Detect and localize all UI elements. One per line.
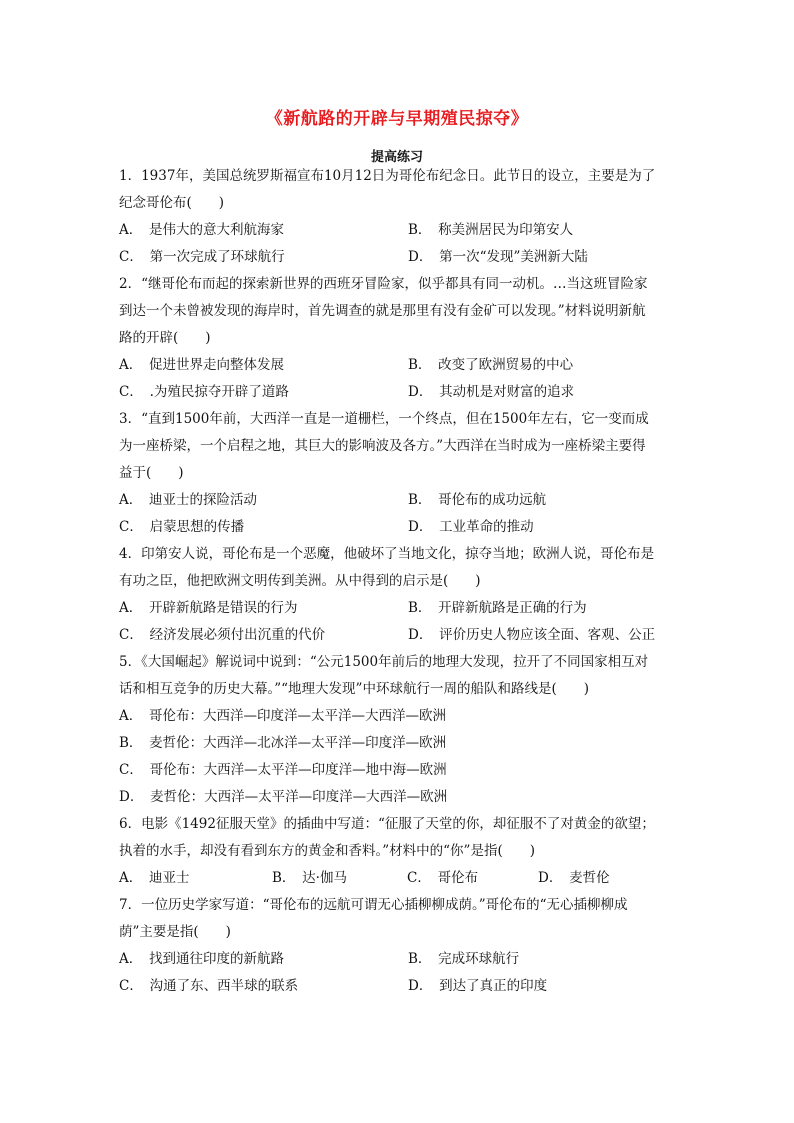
question-2-option-d: D． 其动机是对财富的追求 [408,384,575,400]
question-7-option-d: D． 到达了真正的印度 [408,978,548,994]
question-5-option-a: A． 哥伦布：大西洋—印度洋—太平洋—大西洋—欧洲 [119,708,446,724]
question-2-stem-line-1: 2．“继哥伦布而起的探索新世界的西班牙冒险家，似乎都具有同一动机。…当这班冒险家 [119,276,648,292]
question-3 [119,406,679,541]
question-3-stem-line-1: 3．“直到1500年前，大西洋一直是一道栅栏，一个终点，但在1500年左右，它一变而成 [119,411,649,427]
question-2-option-b: B． 改变了欧洲贸易的中心 [408,357,574,373]
question-1-option-c: C． 第一次完成了环球航行 [119,249,285,265]
question-5-stem-line-1: 5．《大国崛起》解说词中说到：“公元1500年前后的地理大发现，拉开了不同国家相互对 [119,654,649,670]
question-4-option-d: D． 评价历史人物应该全面、客观、公正 [408,627,656,643]
question-2-stem-line-2: 到达一个未曾被发现的海岸时，首先调查的就是那里有没有金矿可以发现。”材料说明新航 [119,303,646,319]
question-4-option-b: B． 开辟新航路是正确的行为 [408,600,587,616]
question-6-option-a: A． 迪亚士 [119,870,190,886]
question-list [119,163,679,1000]
question-4-option-c: C． 经济发展必须付出沉重的代价 [119,627,326,643]
question-3-option-a: A． 迪亚士的探险活动 [119,492,257,508]
question-1-option-a: A． 是伟大的意大利航海家 [119,222,284,238]
question-4-stem-line-2: 有功之臣，他把欧洲文明传到美洲。从中得到的启示是( ) [119,573,481,589]
question-6 [119,811,679,892]
question-3-option-c: C． 启蒙思想的传播 [119,519,245,535]
question-1-stem-line-1: 1．1937年，美国总统罗斯福宣布10月12日为哥伦布纪念日。此节日的设立，主要是为了 [119,168,656,184]
question-1-option-d: D． 第一次“发现”美洲新大陆 [408,249,588,265]
question-6-stem-line-2: 执着的水手，却没有看到东方的黄金和香料。”材料中的“你”是指( ) [119,843,535,859]
question-4-option-a: A． 开辟新航路是错误的行为 [119,600,298,616]
document-title: 《新航路的开辟与早期殖民掠夺》 [265,109,529,129]
question-7-option-a: A． 找到通往印度的新航路 [119,951,284,967]
question-6-option-c: C． 哥伦布 [407,870,479,886]
question-6-option-d: D． 麦哲伦 [538,870,610,886]
question-7-option-c: C． 沟通了东、西半球的联系 [119,978,299,994]
question-4 [119,541,679,649]
question-6-option-b: B． 达·伽马 [272,870,347,886]
question-3-stem-line-2: 为一座桥梁，一个启程之地，其巨大的影响波及各方。”大西洋在当时成为一座桥梁主要得 [119,438,646,454]
question-5-option-b: B． 麦哲伦：大西洋—北冰洋—太平洋—印度洋—欧洲 [119,735,447,751]
question-7 [119,892,679,1000]
question-7-stem-line-2: 荫”主要是指( ) [119,924,231,940]
question-5-option-d: D． 麦哲伦：大西洋—太平洋—印度洋—大西洋—欧洲 [119,789,448,805]
question-7-stem-line-1: 7．一位历史学家写道：“哥伦布的远航可谓无心插柳柳成荫。”哥伦布的“无心插柳柳成 [119,897,628,913]
question-1 [119,163,679,271]
question-4-stem-line-1: 4．印第安人说，哥伦布是一个恶魔，他破坏了当地文化，掠夺当地；欧洲人说，哥伦布是 [119,546,655,562]
question-3-stem-line-3: 益于( ) [119,465,184,481]
question-1-stem-line-2: 纪念哥伦布( ) [119,195,225,211]
question-2-stem-line-3: 路的开辟( ) [119,330,211,346]
question-5-option-c: C． 哥伦布：大西洋—太平洋—印度洋—地中海—欧洲 [119,762,447,778]
question-3-option-b: B． 哥伦布的成功远航 [408,492,547,508]
question-2-option-a: A． 促进世界走向整体发展 [119,357,284,373]
question-2 [119,271,679,406]
question-6-stem-line-1: 6．电影《1492征服天堂》的插曲中写道：“征服了天堂的你，却征服不了对黄金的欲望； [119,816,655,832]
question-7-option-b: B． 完成环球航行 [408,951,520,967]
question-5-stem-line-2: 话和相互竞争的历史大幕。”“地理大发现”中环球航行一周的船队和路线是( ) [119,681,589,697]
question-2-option-c: C． .为殖民掠夺开辟了道路 [119,384,289,400]
question-3-option-d: D． 工业革命的推动 [408,519,534,535]
question-5 [119,649,679,811]
section-subtitle: 提高练习 [370,150,423,165]
question-1-option-b: B． 称美洲居民为印第安人 [408,222,574,238]
